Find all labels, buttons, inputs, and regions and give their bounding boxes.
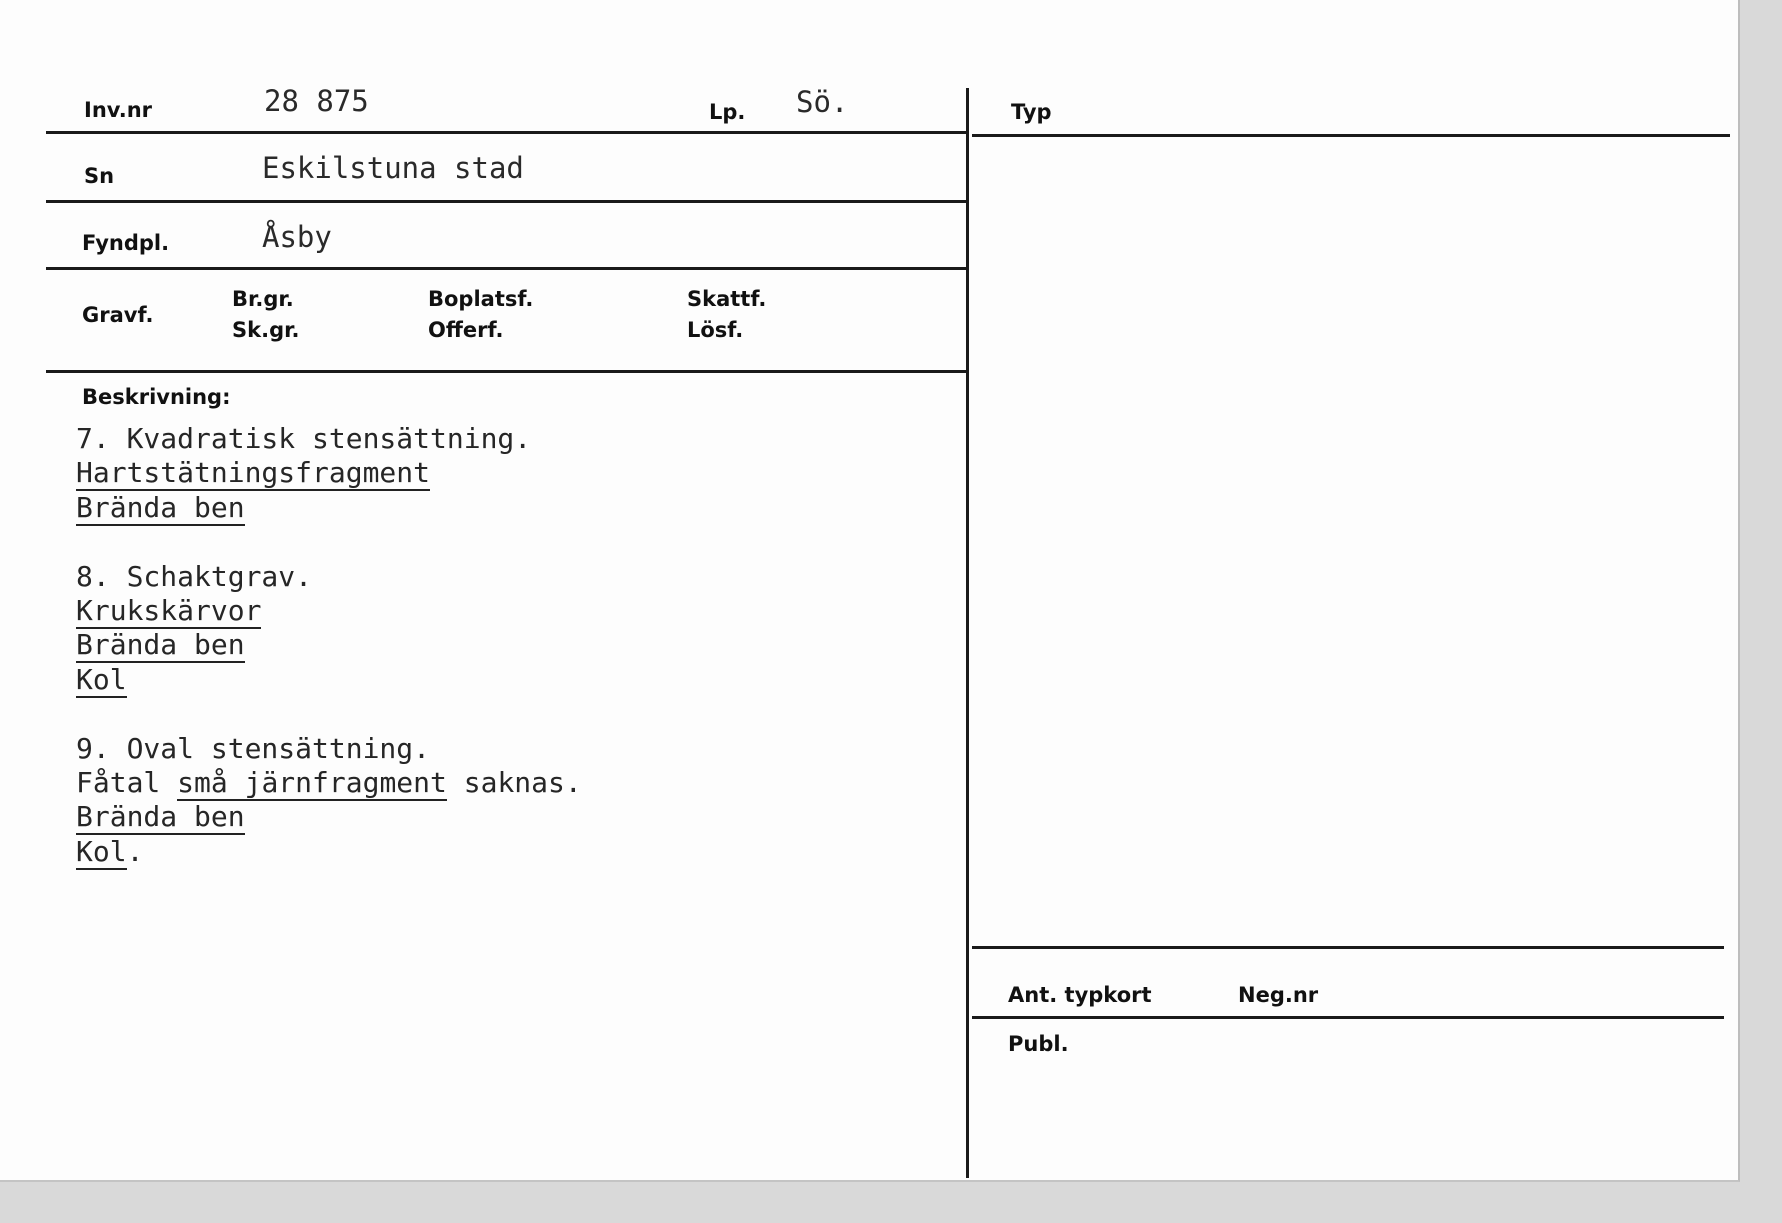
entry-8-find-2: Brända ben [76,628,245,662]
rule-gravf [46,370,966,373]
offerf-label: Offerf. [428,318,504,342]
rule-inv [46,131,966,134]
inv-nr-value: 28 875 [264,84,369,118]
brgr-label: Br.gr. [232,287,294,311]
entry-8-find-1: Krukskärvor [76,593,262,627]
entry-9-find-3: Kol [76,834,127,868]
entry-7-find-1: Hartstätningsfragment [76,456,431,490]
publ-label: Publ. [1008,1032,1069,1056]
losf-label: Lösf. [687,318,744,342]
boplatsf-label: Boplatsf. [428,287,534,311]
lp-value: Sö. [796,85,849,119]
rule-ant-typkort [972,946,1724,949]
neg-nr-label: Neg.nr [1238,983,1319,1007]
entry-7-find-2: Brända ben [76,490,245,524]
description-text: 7. Kvadratisk stensättning. Hartstätningsfragment Brända ben 8. Schaktgrav. Krukskärvor Brända ben Kol 9. Oval stensättning. Fåtal små järnfragment saknas. Brända ben Kol. [76,422,582,868]
gravf-label: Gravf. [82,303,154,327]
rule-typ [972,134,1730,137]
inv-nr-label: Inv.nr [84,98,153,122]
lp-label: Lp. [709,100,746,124]
fyndpl-label: Fyndpl. [82,231,170,255]
sn-value: Eskilstuna stad [262,151,524,185]
skgr-label: Sk.gr. [232,318,300,342]
entry-8-heading: 8. Schaktgrav. [76,559,313,593]
skattf-label: Skattf. [687,287,767,311]
ant-typkort-label: Ant. typkort [1008,983,1152,1007]
entry-7-heading: 7. Kvadratisk stensättning. [76,422,532,455]
rule-sn [46,200,966,203]
column-divider [966,88,969,1178]
fyndpl-value: Åsby [262,220,332,254]
typ-label: Typ [1011,100,1052,124]
beskrivning-label: Beskrivning: [82,385,231,409]
rule-fyndpl [46,267,966,270]
entry-9-find-2: Brända ben [76,800,245,834]
entry-8-find-3: Kol [76,662,127,696]
rule-publ [972,1016,1724,1019]
entry-9-find-1: Fåtal små järnfragment saknas. [76,765,582,799]
entry-9-heading: 9. Oval stensättning. [76,731,431,765]
sn-label: Sn [84,164,115,188]
